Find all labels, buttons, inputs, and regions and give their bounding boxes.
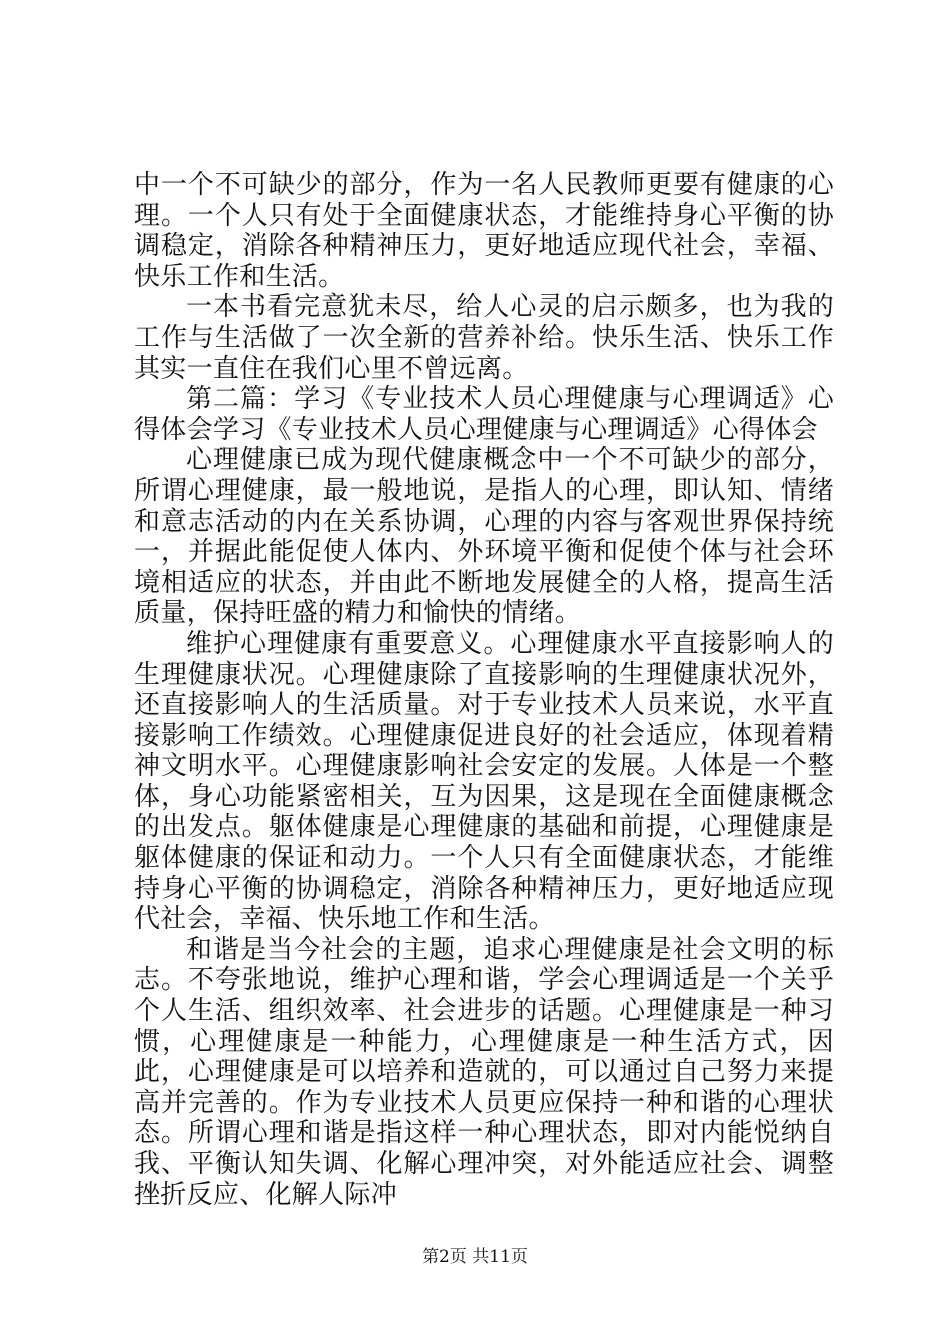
page-number-footer: 第2页 共11页: [422, 1247, 528, 1267]
paragraph: 维护心理健康有重要意义。心理健康水平直接影响人的生理健康状况。心理健康除了直接影响的生理健康状况外，还直接影响人的生活质量。对于专业技术人员来说，水平直接影响工作绩效。心理健康促进良好的社会适应，体现着精神文明水平。心理健康影响社会安定的发展。人体是一个整体，身心功能紧密相关，互为因果，这是现在全面健康概念的出发点。躯体健康是心理健康的基础和前提，心理健康是躯体健康的保证和动力。一个人只有全面健康状态，才能维持身心平衡的协调稳定，消除各种精神压力，更好地适应现代社会，幸福、快乐地工作和生活。: [134, 628, 834, 935]
paragraph: 一本书看完意犹未尽，给人心灵的启示颇多，也为我的工作与生活做了一次全新的营养补给。快乐生活、快乐工作其实一直住在我们心里不曾远离。: [134, 292, 834, 384]
paragraph: 心理健康已成为现代健康概念中一个不可缺少的部分，所谓心理健康，最一般地说，是指人的心理，即认知、情绪和意志活动的内在关系协调，心理的内容与客观世界保持统一，并据此能促使人体内、外环境平衡和促使个体与社会环境相适应的状态，并由此不断地发展健全的人格，提高生活质量，保持旺盛的精力和愉快的情绪。: [134, 445, 834, 629]
section-heading-paragraph: 第二篇：学习《专业技术人员心理健康与心理调适》心得体会学习《专业技术人员心理健康与心理调适》心得体会: [134, 384, 834, 445]
body-text: [134, 170, 834, 1210]
paragraph: 和谐是当今社会的主题，追求心理健康是社会文明的标志。不夸张地说，维护心理和谐，学会心理调适是一个关乎个人生活、组织效率、社会进步的话题。心理健康是一种习惯，心理健康是一种能力，心理健康是一种生活方式，因此，心理健康是可以培养和造就的，可以通过自己努力来提高并完善的。作为专业技术人员更应保持一种和谐的心理状态。所谓心理和谐是指这样一种心理状态，即对内能悦纳自我、平衡认知失调、化解心理冲突，对外能适应社会、调整挫折反应、化解人际冲: [134, 934, 834, 1210]
paragraph: 中一个不可缺少的部分，作为一名人民教师更要有健康的心理。一个人只有处于全面健康状态，才能维持身心平衡的协调稳定，消除各种精神压力，更好地适应现代社会，幸福、快乐工作和生活。: [134, 170, 834, 292]
